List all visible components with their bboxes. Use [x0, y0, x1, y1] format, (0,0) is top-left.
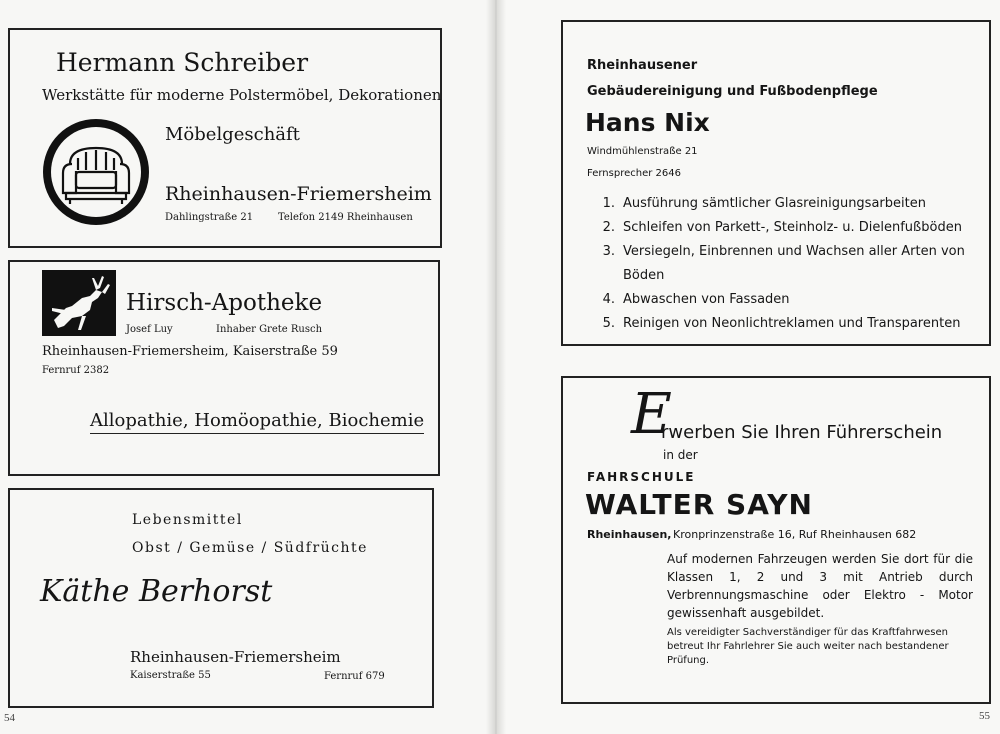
service-item	[593, 240, 973, 288]
ad-specialties: Allopathie, Homöopathie, Biochemie	[90, 410, 424, 434]
ad-line1: Rheinhausener	[587, 58, 698, 73]
ad-phone: Telefon 2149 Rheinhausen	[278, 212, 413, 223]
ad-city: Rheinhausen-Friemersheim	[165, 183, 432, 205]
service-number: 1.	[602, 196, 615, 211]
ad-owner: Inhaber Grete Rusch	[216, 324, 323, 335]
page-number-right: 55	[979, 710, 990, 722]
service-text: Versiegeln, Einbrennen und Wachsen aller Arten von Böden	[623, 244, 965, 283]
ad-title: Hirsch-Apotheke	[126, 290, 323, 316]
ad-hermann-schreiber	[8, 28, 442, 248]
ad-title: Hermann Schreiber	[56, 48, 309, 77]
service-text: Reinigen von Neonlichtreklamen und Transparenten	[623, 316, 961, 331]
service-text: Ausführung sämtlicher Glasreinigungsarbeiten	[623, 196, 926, 211]
ad-hans-nix	[561, 20, 991, 346]
ad-city: Rheinhausen-Friemersheim	[130, 648, 341, 666]
ad-initial: E	[631, 382, 672, 447]
service-text: Schleifen von Parkett-, Steinholz- u. Dielenfußböden	[623, 220, 962, 235]
ad-in-der: in der	[663, 448, 698, 462]
book-gutter	[486, 0, 506, 734]
ad-walter-sayn	[561, 376, 991, 704]
ad-title: WALTER SAYN	[585, 488, 813, 521]
service-item	[593, 312, 973, 336]
deer-logo-icon	[42, 270, 116, 336]
ad-body: Auf modernen Fahrzeugen werden Sie dort für die Klassen 1, 2 und 3 mit Antrieb durch Verbrennungsmaschine oder Elektro - Motor gewissenhaft ausgebildet.	[667, 552, 973, 620]
ad-line2: Obst / Gemüse / Südfrüchte	[132, 540, 368, 556]
services-list	[593, 192, 973, 336]
page-number-left: 54	[4, 712, 15, 724]
ad-city: Rheinhausen,	[587, 528, 672, 541]
service-number: 2.	[602, 220, 615, 235]
ad-person: Josef Luy	[126, 324, 173, 335]
ad-note: Als vereidigter Sachverständiger für das Kraftfahrwesen betreut Ihr Fahrlehrer Sie auch weiter nach bestandener Prüfung.	[667, 627, 949, 666]
ad-address: Dahlingstraße 21	[165, 212, 254, 223]
ad-category: Möbelgeschäft	[165, 124, 300, 145]
ad-title: Hans Nix	[585, 108, 710, 137]
ad-address: Windmühlenstraße 21	[587, 146, 698, 157]
service-number: 5.	[602, 316, 615, 331]
ad-tagline: Werkstätte für moderne Polstermöbel, Dekorationen	[42, 86, 442, 104]
ad-address: Kaiserstraße 55	[130, 670, 211, 681]
ad-name-script: Käthe Berhorst	[40, 574, 273, 609]
ad-kaethe-berhorst	[8, 488, 434, 708]
ad-headline: rwerben Sie Ihren Führerschein	[661, 422, 943, 443]
service-text: Abwaschen von Fassaden	[623, 292, 790, 307]
ad-hirsch-apotheke	[8, 260, 440, 476]
ad-line1: Lebensmittel	[132, 512, 243, 528]
ad-phone: Fernsprecher 2646	[587, 168, 681, 179]
service-number: 3.	[602, 244, 615, 259]
ad-address: Kronprinzenstraße 16, Ruf Rheinhausen 682	[673, 528, 917, 541]
service-item	[593, 192, 973, 216]
service-number: 4.	[602, 292, 615, 307]
ad-phone: Fernruf 2382	[42, 365, 110, 376]
service-item	[593, 216, 973, 240]
ad-address: Rheinhausen-Friemersheim, Kaiserstraße 59	[42, 344, 338, 359]
armchair-icon	[42, 118, 150, 226]
ad-label: FAHRSCHULE	[587, 470, 696, 484]
ad-line2: Gebäudereinigung und Fußbodenpflege	[587, 84, 878, 99]
ad-phone: Fernruf 679	[324, 671, 385, 682]
service-item	[593, 288, 973, 312]
